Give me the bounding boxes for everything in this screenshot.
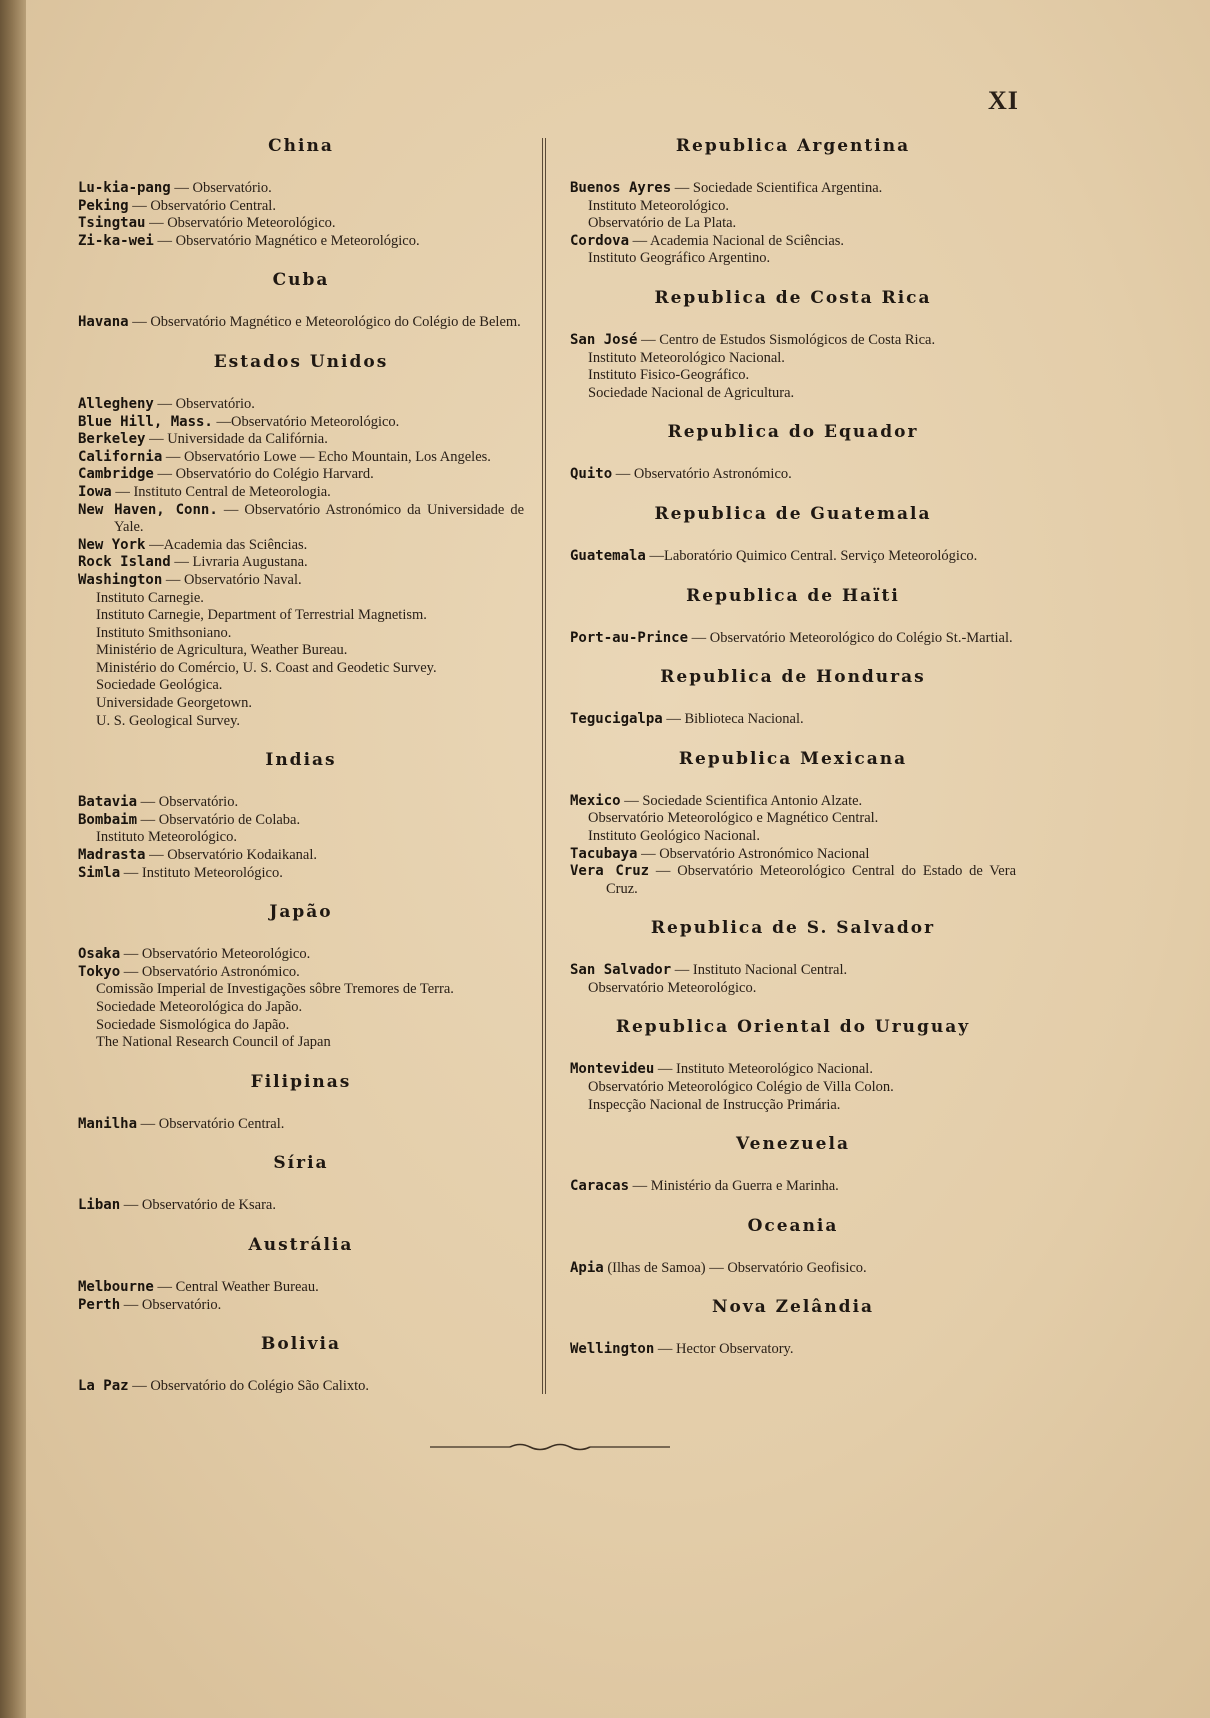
section-entries-bolivia bbox=[78, 1378, 524, 1396]
entry-institution: — Observatório. bbox=[140, 794, 239, 811]
entry bbox=[570, 810, 1016, 828]
section-heading-indias: Indias bbox=[265, 750, 337, 771]
entry-place: Port-au-Prince bbox=[570, 629, 689, 646]
right-column bbox=[570, 136, 1016, 1379]
entry-institution: Instituto Geográfico Argentino. bbox=[588, 250, 771, 267]
entry bbox=[570, 1061, 1016, 1079]
entry-institution: — Observatório de Ksara. bbox=[123, 1197, 276, 1214]
entry bbox=[78, 180, 524, 198]
entry-place: New Haven, Conn. bbox=[78, 501, 218, 518]
entry-place: Rock Island bbox=[78, 554, 171, 571]
section-heading-siria: Síria bbox=[273, 1153, 329, 1174]
entry-place: New York bbox=[78, 536, 146, 553]
section-heading-cuba: Cuba bbox=[272, 270, 330, 291]
entry-place: Lu-kia-pang bbox=[78, 180, 171, 196]
section-entries-republica-de-haiti bbox=[570, 630, 1016, 648]
section-entries-venezuela bbox=[570, 1178, 1016, 1196]
entry-place: Tegucigalpa bbox=[570, 711, 663, 728]
entry-institution: — Observatório Astronómico Nacional bbox=[641, 845, 870, 862]
entry-institution: — Instituto Meteorológico. bbox=[123, 864, 283, 881]
section-entries-republica-do-equador bbox=[570, 466, 1016, 484]
entry-place: Havana bbox=[78, 314, 129, 331]
entry-place: Vera Cruz bbox=[570, 863, 650, 880]
entry-institution: (Ilhas de Samoa) — Observatório Geofisico. bbox=[607, 1259, 867, 1276]
entry bbox=[78, 625, 524, 643]
entry bbox=[78, 215, 524, 233]
entry-place: Peking bbox=[78, 197, 129, 214]
entry bbox=[78, 414, 524, 432]
entry bbox=[570, 1260, 1016, 1278]
entry bbox=[78, 1034, 524, 1052]
entry bbox=[78, 502, 524, 537]
entry-institution: Sociedade Meteorológica do Japão. bbox=[96, 999, 303, 1015]
entry bbox=[78, 946, 524, 964]
entry-institution: — Universidade da Califórnia. bbox=[149, 431, 328, 448]
entry-place: Cordova bbox=[570, 232, 630, 249]
entry-institution: — Observatório. bbox=[123, 1296, 222, 1313]
entry bbox=[570, 548, 1016, 566]
entry-institution: — Observatório Magnético e Meteorológico. bbox=[157, 232, 420, 249]
section-heading-bolivia: Bolivia bbox=[261, 1334, 341, 1355]
entry-place: Wellington bbox=[570, 1341, 655, 1358]
entry-institution: — Observatório Meteorológico Central do Estado de Vera Cruz. bbox=[606, 863, 1016, 897]
section-entries-republica-oriental-do-uruguay bbox=[570, 1061, 1016, 1114]
entry-institution: Observatório Meteorológico e Magnético Central. bbox=[588, 810, 879, 827]
entry-institution: — Observatório Kodaikanal. bbox=[149, 847, 317, 864]
entry-place: Batavia bbox=[78, 794, 138, 811]
entry bbox=[570, 962, 1016, 980]
entry-institution: —Academia das Sciências. bbox=[149, 536, 308, 553]
entry bbox=[78, 999, 524, 1017]
entry-institution: Instituto Carnegie. bbox=[96, 589, 204, 606]
section-entries-republica-de-costa-rica bbox=[570, 332, 1016, 402]
entry bbox=[78, 1378, 524, 1396]
entry bbox=[78, 865, 524, 883]
entry bbox=[78, 466, 524, 484]
entry-place: Manilha bbox=[78, 1115, 138, 1132]
entry-institution: — Observatório de Colaba. bbox=[140, 811, 301, 828]
entry bbox=[570, 630, 1016, 648]
entry-institution: Instituto Meteorológico. bbox=[588, 197, 729, 214]
section-heading-republica-do-equador: Republica do Equador bbox=[667, 422, 919, 443]
entry bbox=[78, 695, 524, 713]
entry-institution: Instituto Geológico Nacional. bbox=[588, 827, 760, 844]
entry-place: Montevideu bbox=[570, 1061, 655, 1078]
entry bbox=[570, 466, 1016, 484]
entry bbox=[570, 863, 1016, 898]
section-entries-filipinas bbox=[78, 1116, 524, 1134]
entry bbox=[78, 981, 524, 999]
entry bbox=[78, 537, 524, 555]
entry-institution: Instituto Smithsoniano. bbox=[96, 624, 232, 641]
section-heading-republica-mexicana: Republica Mexicana bbox=[678, 748, 908, 769]
entry bbox=[78, 829, 524, 847]
entry-institution: Instituto Meteorológico. bbox=[96, 829, 237, 846]
entry-place: La Paz bbox=[78, 1378, 129, 1395]
entry-place: Tokyo bbox=[78, 963, 121, 980]
entry-institution: — Observatório do Colégio São Calixto. bbox=[132, 1378, 370, 1395]
section-entries-republica-de-s-salvador bbox=[570, 962, 1016, 997]
entry bbox=[570, 250, 1016, 268]
entry bbox=[570, 711, 1016, 729]
entry-institution: — Observatório Naval. bbox=[165, 571, 302, 588]
entry-place: Melbourne bbox=[78, 1278, 154, 1295]
entry bbox=[78, 713, 524, 731]
entry bbox=[78, 964, 524, 982]
section-heading-republica-oriental-do-uruguay: Republica Oriental do Uruguay bbox=[615, 1017, 971, 1038]
entry bbox=[570, 233, 1016, 251]
entry-institution: — Observatório Meteorológico. bbox=[123, 946, 311, 963]
entry-place: San Salvador bbox=[570, 962, 672, 979]
entry-institution: — Observatório Astronómico da Universidade de Yale. bbox=[114, 501, 525, 536]
entry bbox=[570, 367, 1016, 385]
entry-institution: Observatório de La Plata. bbox=[588, 215, 737, 232]
entry-institution: Inspecção Nacional de Instrucção Primária. bbox=[588, 1096, 841, 1113]
entry bbox=[78, 449, 524, 467]
entry-institution: — Academia Nacional de Sciências. bbox=[632, 232, 845, 249]
entry bbox=[78, 1297, 524, 1315]
entry-institution: Observatório Meteorológico. bbox=[588, 979, 757, 996]
section-entries-japao bbox=[78, 946, 524, 1052]
left-column bbox=[78, 136, 524, 1416]
section-heading-oceania: Oceania bbox=[747, 1215, 839, 1236]
section-entries-republica-mexicana bbox=[570, 793, 1016, 899]
entry-place: California bbox=[78, 448, 163, 465]
entry-institution: — Central Weather Bureau. bbox=[157, 1278, 319, 1295]
entry bbox=[570, 846, 1016, 864]
section-heading-china: China bbox=[268, 136, 334, 156]
entry bbox=[570, 180, 1016, 198]
entry bbox=[570, 828, 1016, 846]
entry-institution: —Observatório Meteorológico. bbox=[216, 413, 400, 430]
entry-institution: Comissão Imperial de Investigações sôbre Tremores de Terra. bbox=[96, 981, 454, 998]
entry-institution: — Observatório Astronómico. bbox=[615, 466, 792, 483]
entry bbox=[78, 660, 524, 678]
entry bbox=[570, 1178, 1016, 1196]
section-entries-republica-argentina bbox=[570, 180, 1016, 268]
entry-institution: — Observatório Magnético e Meteorológico do Colégio de Belem. bbox=[132, 314, 521, 331]
entry-institution: — Observatório Astronómico. bbox=[123, 963, 300, 980]
column-divider bbox=[542, 138, 546, 1394]
entry bbox=[78, 572, 524, 590]
entry-place: Bombaim bbox=[78, 811, 138, 828]
entry-institution: — Observatório Central. bbox=[140, 1115, 285, 1132]
entry-place: Buenos Ayres bbox=[570, 180, 672, 196]
section-heading-republica-de-guatemala: Republica de Guatemala bbox=[654, 503, 932, 524]
entry bbox=[570, 980, 1016, 998]
entry-place: San José bbox=[570, 331, 638, 348]
entry-institution: The National Research Council of Japan bbox=[96, 1034, 331, 1051]
section-heading-venezuela: Venezuela bbox=[736, 1134, 850, 1155]
section-entries-nova-zelandia bbox=[570, 1341, 1016, 1359]
entry bbox=[78, 1017, 524, 1035]
entry-place: Liban bbox=[78, 1197, 121, 1214]
entry-institution: Ministério de Agricultura, Weather Bureau. bbox=[96, 642, 348, 659]
entry-institution: Observatório Meteorológico Colégio de Villa Colon. bbox=[588, 1079, 894, 1096]
entry-institution: Instituto Meteorológico Nacional. bbox=[588, 349, 785, 366]
entry-institution: Instituto Carnegie, Department of Terrestrial Magnetism. bbox=[96, 607, 427, 624]
entry-place: Caracas bbox=[570, 1178, 630, 1195]
entry bbox=[570, 350, 1016, 368]
entry-institution: — Hector Observatory. bbox=[657, 1341, 794, 1358]
entry bbox=[570, 1079, 1016, 1097]
end-ornament bbox=[430, 1440, 670, 1454]
entry-institution: U. S. Geological Survey. bbox=[96, 712, 241, 729]
entry-institution: — Observatório Lowe — Echo Mountain, Los Angeles. bbox=[165, 448, 491, 465]
entry bbox=[78, 396, 524, 414]
entry-institution: — Observatório do Colégio Harvard. bbox=[157, 466, 374, 483]
entry-institution: — Observatório Meteorológico. bbox=[149, 215, 336, 232]
section-entries-oceania bbox=[570, 1260, 1016, 1278]
entry-place: Perth bbox=[78, 1296, 121, 1313]
entry-place: Tsingtau bbox=[78, 215, 146, 232]
entry bbox=[570, 198, 1016, 216]
section-heading-republica-de-s-salvador: Republica de S. Salvador bbox=[650, 918, 936, 939]
entry bbox=[78, 554, 524, 572]
section-heading-australia: Austrália bbox=[248, 1234, 354, 1255]
entry bbox=[78, 198, 524, 216]
entry bbox=[78, 677, 524, 695]
entry bbox=[78, 484, 524, 502]
entry-institution: Ministério do Comércio, U. S. Coast and Geodetic Survey. bbox=[96, 659, 437, 676]
entry-place: Tacubaya bbox=[570, 845, 638, 862]
entry-place: Osaka bbox=[78, 946, 121, 963]
entry bbox=[78, 590, 524, 608]
entry bbox=[78, 314, 524, 332]
entry-place: Quito bbox=[570, 466, 613, 483]
entry bbox=[78, 847, 524, 865]
entry-place: Madrasta bbox=[78, 847, 146, 864]
entry-place: Mexico bbox=[570, 792, 621, 809]
entry-institution: Instituto Fisico-Geográfico. bbox=[588, 367, 750, 384]
entry-institution: Sociedade Geológica. bbox=[96, 677, 223, 694]
entry-institution: — Instituto Meteorológico Nacional. bbox=[657, 1061, 873, 1078]
section-entries-republica-de-guatemala bbox=[570, 548, 1016, 566]
section-heading-japao: Japão bbox=[269, 902, 333, 923]
entry-institution: — Biblioteca Nacional. bbox=[666, 711, 804, 728]
entry-place: Iowa bbox=[78, 483, 112, 500]
entry-institution: —Laboratório Quimico Central. Serviço Meteorológico. bbox=[649, 547, 978, 564]
entry-institution: Universidade Georgetown. bbox=[96, 695, 252, 712]
entry-institution: Sociedade Sismológica do Japão. bbox=[96, 1016, 290, 1033]
entry bbox=[570, 793, 1016, 811]
entry-place: Blue Hill, Mass. bbox=[78, 413, 213, 430]
entry bbox=[78, 642, 524, 660]
entry-place: Zi-ka-wei bbox=[78, 232, 154, 249]
entry bbox=[78, 233, 524, 251]
entry bbox=[78, 812, 524, 830]
entry-institution: — Sociedade Scientifica Antonio Alzate. bbox=[624, 792, 863, 809]
entry-institution: — Livraria Augustana. bbox=[174, 554, 308, 571]
entry bbox=[570, 332, 1016, 350]
section-heading-republica-de-honduras: Republica de Honduras bbox=[660, 667, 926, 688]
entry bbox=[78, 607, 524, 625]
entry-place: Cambridge bbox=[78, 466, 154, 483]
section-entries-indias bbox=[78, 794, 524, 882]
entry bbox=[78, 1197, 524, 1215]
entry bbox=[78, 794, 524, 812]
entry-place: Allegheny bbox=[78, 395, 154, 412]
section-entries-siria bbox=[78, 1197, 524, 1215]
book-spine bbox=[0, 0, 26, 1718]
entry-institution: — Sociedade Scientifica Argentina. bbox=[674, 180, 883, 196]
entry-place: Guatemala bbox=[570, 547, 646, 564]
entry-institution: — Instituto Central de Meteorologia. bbox=[115, 483, 331, 500]
section-entries-china bbox=[78, 180, 524, 250]
entry-institution: — Centro de Estudos Sismológicos de Costa Rica. bbox=[641, 331, 936, 348]
entry bbox=[570, 1097, 1016, 1115]
section-entries-republica-de-honduras bbox=[570, 711, 1016, 729]
section-heading-republica-argentina: Republica Argentina bbox=[675, 136, 911, 156]
page-number: XI bbox=[988, 86, 1019, 115]
section-entries-australia bbox=[78, 1279, 524, 1314]
entry bbox=[78, 431, 524, 449]
section-heading-estados-unidos: Estados Unidos bbox=[213, 351, 389, 372]
entry-place: Berkeley bbox=[78, 431, 146, 448]
section-entries-estados-unidos bbox=[78, 396, 524, 730]
section-heading-republica-de-haiti: Republica de Haïti bbox=[686, 585, 900, 606]
entry bbox=[570, 385, 1016, 403]
entry bbox=[78, 1279, 524, 1297]
section-heading-filipinas: Filipinas bbox=[250, 1071, 352, 1092]
entry-place: Apia bbox=[570, 1259, 604, 1276]
section-heading-republica-de-costa-rica: Republica de Costa Rica bbox=[654, 287, 932, 308]
entry-place: Simla bbox=[78, 864, 121, 881]
section-entries-cuba bbox=[78, 314, 524, 332]
entry-place: Washington bbox=[78, 571, 163, 588]
entry-institution: — Observatório. bbox=[157, 395, 255, 412]
entry bbox=[78, 1116, 524, 1134]
entry-institution: — Ministério da Guerra e Marinha. bbox=[632, 1178, 839, 1195]
entry-institution: — Observatório. bbox=[174, 180, 272, 196]
entry bbox=[570, 215, 1016, 233]
entry bbox=[570, 1341, 1016, 1359]
entry-institution: — Observatório Central. bbox=[132, 197, 276, 214]
entry-institution: Sociedade Nacional de Agricultura. bbox=[588, 384, 795, 401]
entry-institution: — Instituto Nacional Central. bbox=[674, 962, 848, 979]
section-heading-nova-zelandia: Nova Zelândia bbox=[711, 1297, 875, 1318]
entry-institution: — Observatório Meteorológico do Colégio St.-Martial. bbox=[691, 629, 1013, 646]
